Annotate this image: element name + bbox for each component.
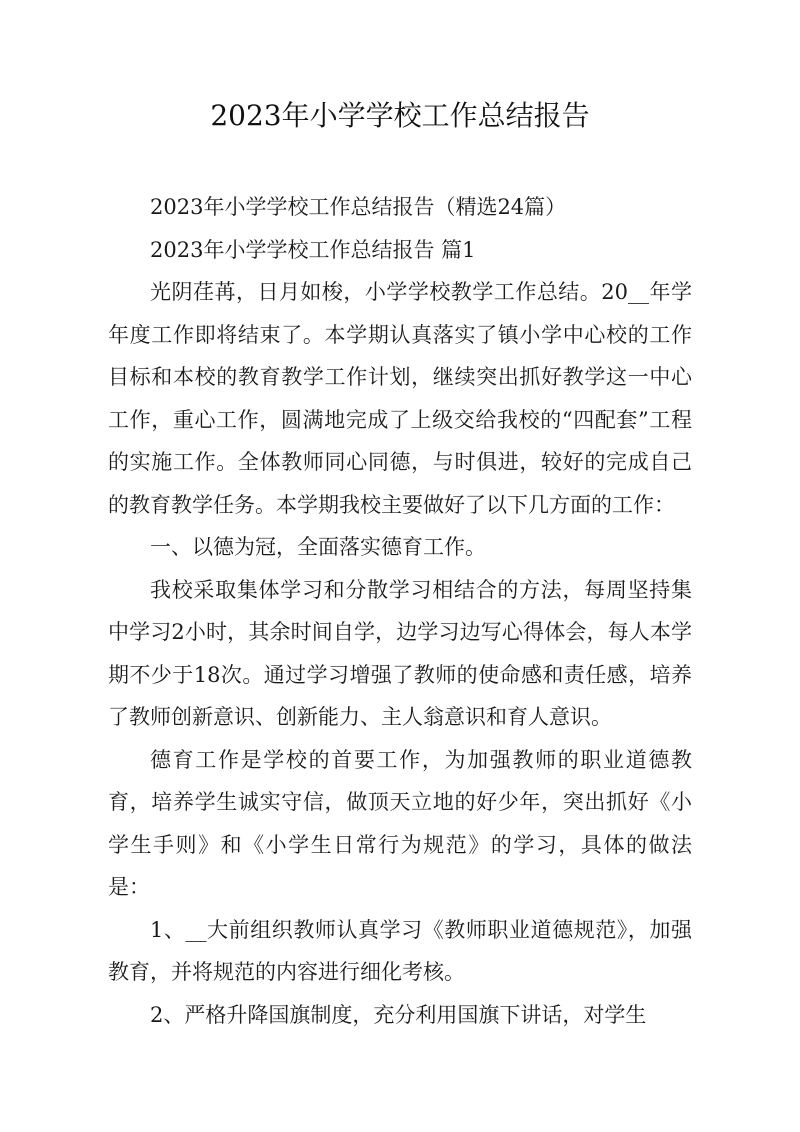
list-item: 2、严格升降国旗制度，充分利用国旗下讲话，对学生 <box>150 1002 647 1027</box>
document-title: 2023年小学学校工作总结报告 <box>210 99 590 132</box>
body-paragraph: 德育工作是学校的首要工作，为加强教师的职业道德教育，培养学生诚实守信，做顶天立地的好少年，突出抓好《小学生手则》和《小学生日常行为规范》的学习，具体的做法是： <box>108 747 692 899</box>
section-heading: 2023年小学学校工作总结报告 篇1 <box>150 237 476 262</box>
document-body <box>108 186 692 1036</box>
body-paragraph: 我校采取集体学习和分散学习相结合的方法，每周坚持集中学习2小时，其余时间自学，边学习边写心得体会，每人本学期不少于18次。通过学习增强了教师的使命感和责任感，培养了教师创新意识、创新能力、主人翁意识和育人意识。 <box>108 577 692 729</box>
section-heading: 一、以德为冠，全面落实德育工作。 <box>150 535 486 559</box>
subtitle-paragraph: 2023年小学学校工作总结报告（精选24篇） <box>150 195 567 219</box>
body-paragraph: 光阴荏苒，日月如梭，小学学校教学工作总结。20__年学年度工作即将结束了。本学期认真落实了镇小学中心校的工作目标和本校的教育教学工作计划，继续突出抓好教学这一中心工作，重心工作，圆满地完成了上级交给我校的“四配套”工程的实施工作。全体教师同心同德，与时俱进，较好的完成自己的教育教学任务。本学期我校主要做好了以下几方面的工作： <box>108 280 692 517</box>
list-item: 1、__大前组织教师认真学习《教师职业道德规范》，加强教育，并将规范的内容进行细化考核。 <box>108 917 692 984</box>
